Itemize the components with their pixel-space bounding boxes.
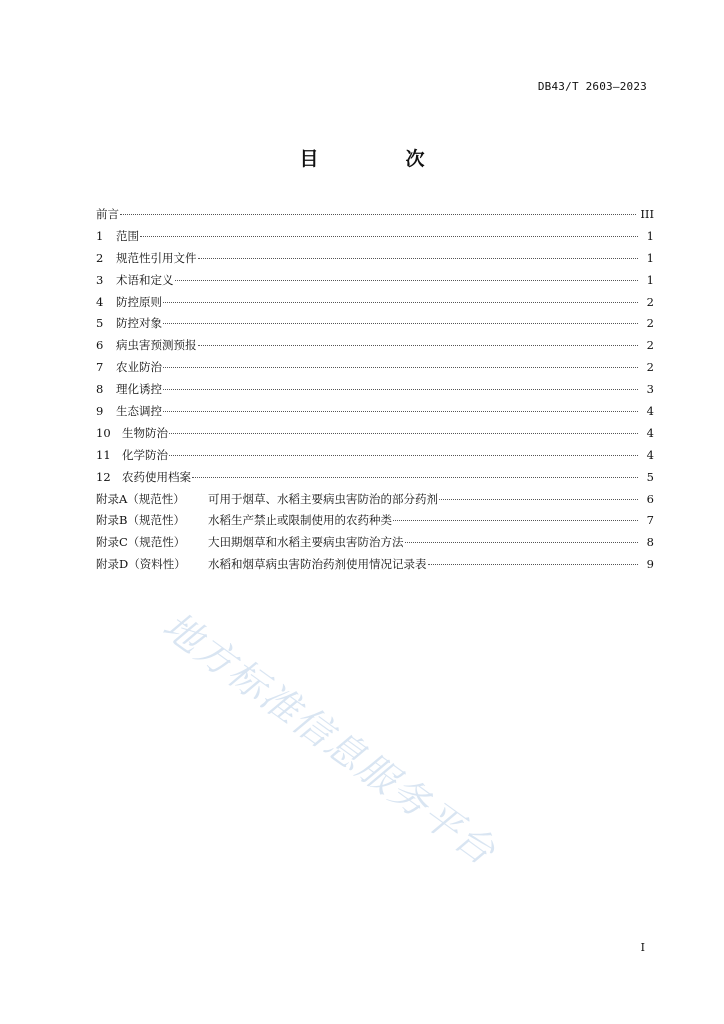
toc-entry-number: 2 [96,250,104,265]
standard-code: DB43/T 2603—2023 [537,80,647,93]
toc-entry-page: 2 [646,294,654,309]
toc-entry-title: 水稻和烟草病虫害防治药剂使用情况记录表 [208,557,427,572]
toc-entry-title: 病虫害预测预报 [116,338,197,353]
toc-entry-title: 防控原则 [116,294,162,309]
toc-entry-page: 1 [646,250,654,265]
toc-entry-title: 前言 [96,207,119,221]
toc-entry-title: 可用于烟草、水稻主要病虫害防治的部分药剂 [208,491,438,506]
toc-entry[interactable] [96,292,654,314]
toc-entry-page: 4 [646,404,654,419]
toc-entry-number: 4 [96,294,104,309]
toc-entry-page: 4 [646,425,654,440]
toc-entry-number: 11 [96,447,111,462]
toc-entry[interactable] [96,401,654,423]
toc-entry-title: 防控对象 [116,316,162,331]
toc-entry-page: 2 [646,338,654,353]
dot-leader [169,433,638,434]
dot-leader [163,302,638,303]
toc-appendix-entry[interactable] [96,510,654,532]
toc-entry-page: 6 [646,491,654,506]
toc-entry-page: 1 [646,272,654,287]
dot-leader [163,389,638,390]
toc-entry[interactable] [96,423,654,445]
toc-entry-page: III [640,207,654,221]
toc-entry-page: 5 [646,469,654,484]
toc-entry[interactable] [96,226,654,248]
toc-entry-title: 水稻生产禁止或限制使用的农药种类 [208,513,392,528]
dot-leader [198,345,639,346]
toc-entry-foreword[interactable] [96,204,654,226]
dot-leader [175,280,639,281]
toc-appendix-entry[interactable] [96,554,654,576]
dot-leader [140,236,638,237]
dot-leader [198,258,639,259]
toc-entry-number: 3 [96,272,104,287]
toc-entry-page: 2 [646,360,654,375]
toc-entry-page: 2 [646,316,654,331]
toc-entry-title: 范围 [116,228,139,243]
dot-leader [163,411,638,412]
dot-leader [439,499,638,500]
toc-entry[interactable] [96,313,654,335]
toc-entry[interactable] [96,270,654,292]
toc-entry-number: 6 [96,338,104,353]
dot-leader [405,542,639,543]
toc-appendix-entry[interactable] [96,532,654,554]
dot-leader [393,520,638,521]
appendix-label: 附录D（资料性） [96,557,186,572]
toc-entry-page: 9 [646,557,654,572]
toc-entry-title: 理化诱控 [116,382,162,397]
dot-leader [163,323,638,324]
toc-entry[interactable] [96,467,654,489]
toc-entry[interactable] [96,379,654,401]
toc-entry[interactable] [96,445,654,467]
toc-appendix-entry[interactable] [96,489,654,511]
toc-entry-title: 农业防治 [116,360,162,375]
dot-leader [169,455,638,456]
table-of-contents [96,204,654,576]
page-title: 目 次 [299,148,459,170]
toc-entry-number: 8 [96,382,104,397]
toc-entry-title: 生物防治 [122,425,168,440]
toc-entry-page: 7 [646,513,654,528]
toc-entry-number: 12 [96,469,111,484]
dot-leader [428,564,639,565]
toc-entry-title: 生态调控 [116,404,162,419]
toc-entry-number: 1 [96,228,104,243]
toc-entry-title: 大田期烟草和水稻主要病虫害防治方法 [208,535,404,550]
toc-entry-number: 5 [96,316,104,331]
toc-entry-title: 农药使用档案 [122,469,191,484]
dot-leader [192,477,638,478]
toc-entry-page: 4 [646,447,654,462]
toc-entry-page: 8 [646,535,654,550]
toc-entry-number: 7 [96,360,104,375]
toc-entry-number: 9 [96,404,104,419]
dot-leader [120,214,636,215]
appendix-label: 附录A（规范性） [96,491,185,506]
watermark: 地方标准信息服务平台 [154,603,505,875]
toc-entry-page: 1 [646,228,654,243]
toc-entry-page: 3 [646,382,654,397]
toc-entry-title: 化学防治 [122,447,168,462]
toc-entry-title: 规范性引用文件 [116,250,197,265]
toc-entry[interactable] [96,248,654,270]
appendix-label: 附录B（规范性） [96,513,185,528]
toc-entry-title: 术语和定义 [116,272,174,287]
toc-entry[interactable] [96,335,654,357]
appendix-label: 附录C（规范性） [96,535,186,550]
page-number: I [640,941,645,954]
toc-entry-number: 10 [96,425,111,440]
dot-leader [163,367,638,368]
toc-entry[interactable] [96,357,654,379]
